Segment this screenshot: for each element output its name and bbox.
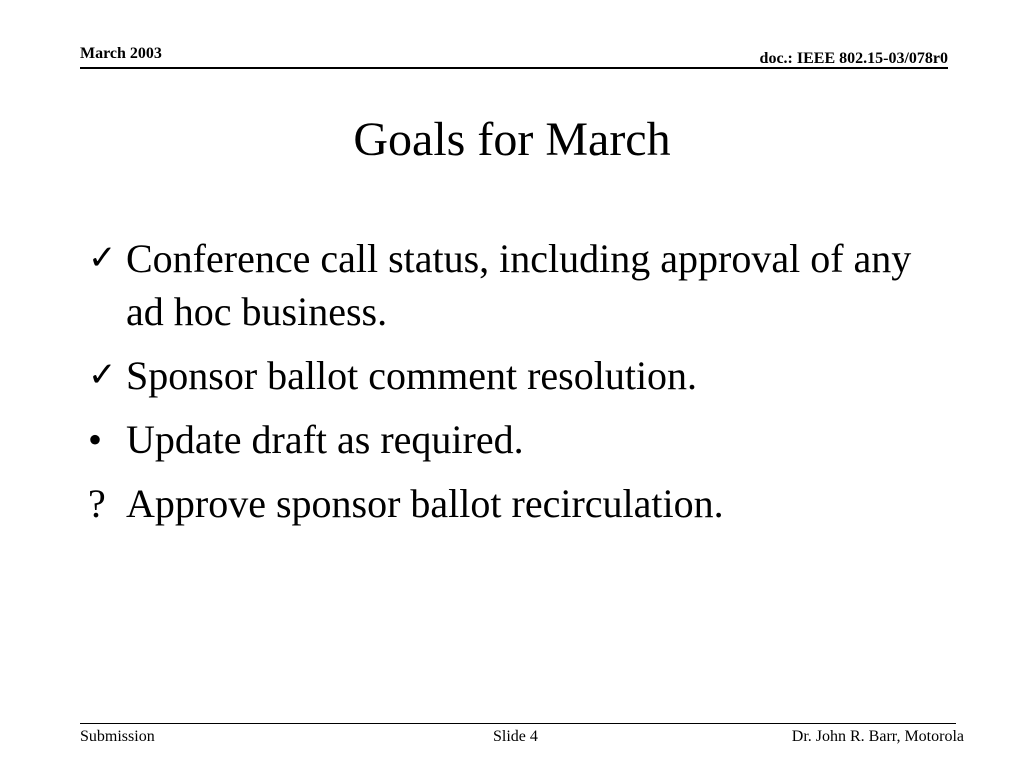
footer-author: Dr. John R. Barr, Motorola (791, 728, 964, 745)
header-doc-id: doc.: IEEE 802.15-03/078r0 (759, 50, 948, 67)
bullet-item (88, 232, 928, 338)
header-date: March 2003 (80, 45, 162, 62)
footer-divider (80, 723, 956, 724)
footer-submission: Submission (80, 728, 155, 745)
bullet-list (88, 232, 928, 541)
header-divider (80, 67, 948, 69)
bullet-text: Sponsor ballot comment resolution. (126, 353, 698, 398)
footer-slide-number: Slide 4 (493, 728, 538, 745)
checkmark-icon: ✓ (88, 355, 117, 395)
bullet-item (88, 413, 928, 466)
bullet-text: Approve sponsor ballot recirculation. (126, 481, 724, 526)
bullet-text: Update draft as required. (126, 417, 524, 462)
bullet-item (88, 349, 928, 402)
bullet-text: Conference call status, including approval of any ad hoc business. (126, 236, 912, 334)
slide-title: Goals for March (353, 113, 671, 166)
question-mark-icon: ? (88, 481, 106, 526)
checkmark-icon: ✓ (88, 238, 117, 278)
bullet-item (88, 477, 928, 530)
bullet-dot-icon: • (88, 417, 103, 462)
